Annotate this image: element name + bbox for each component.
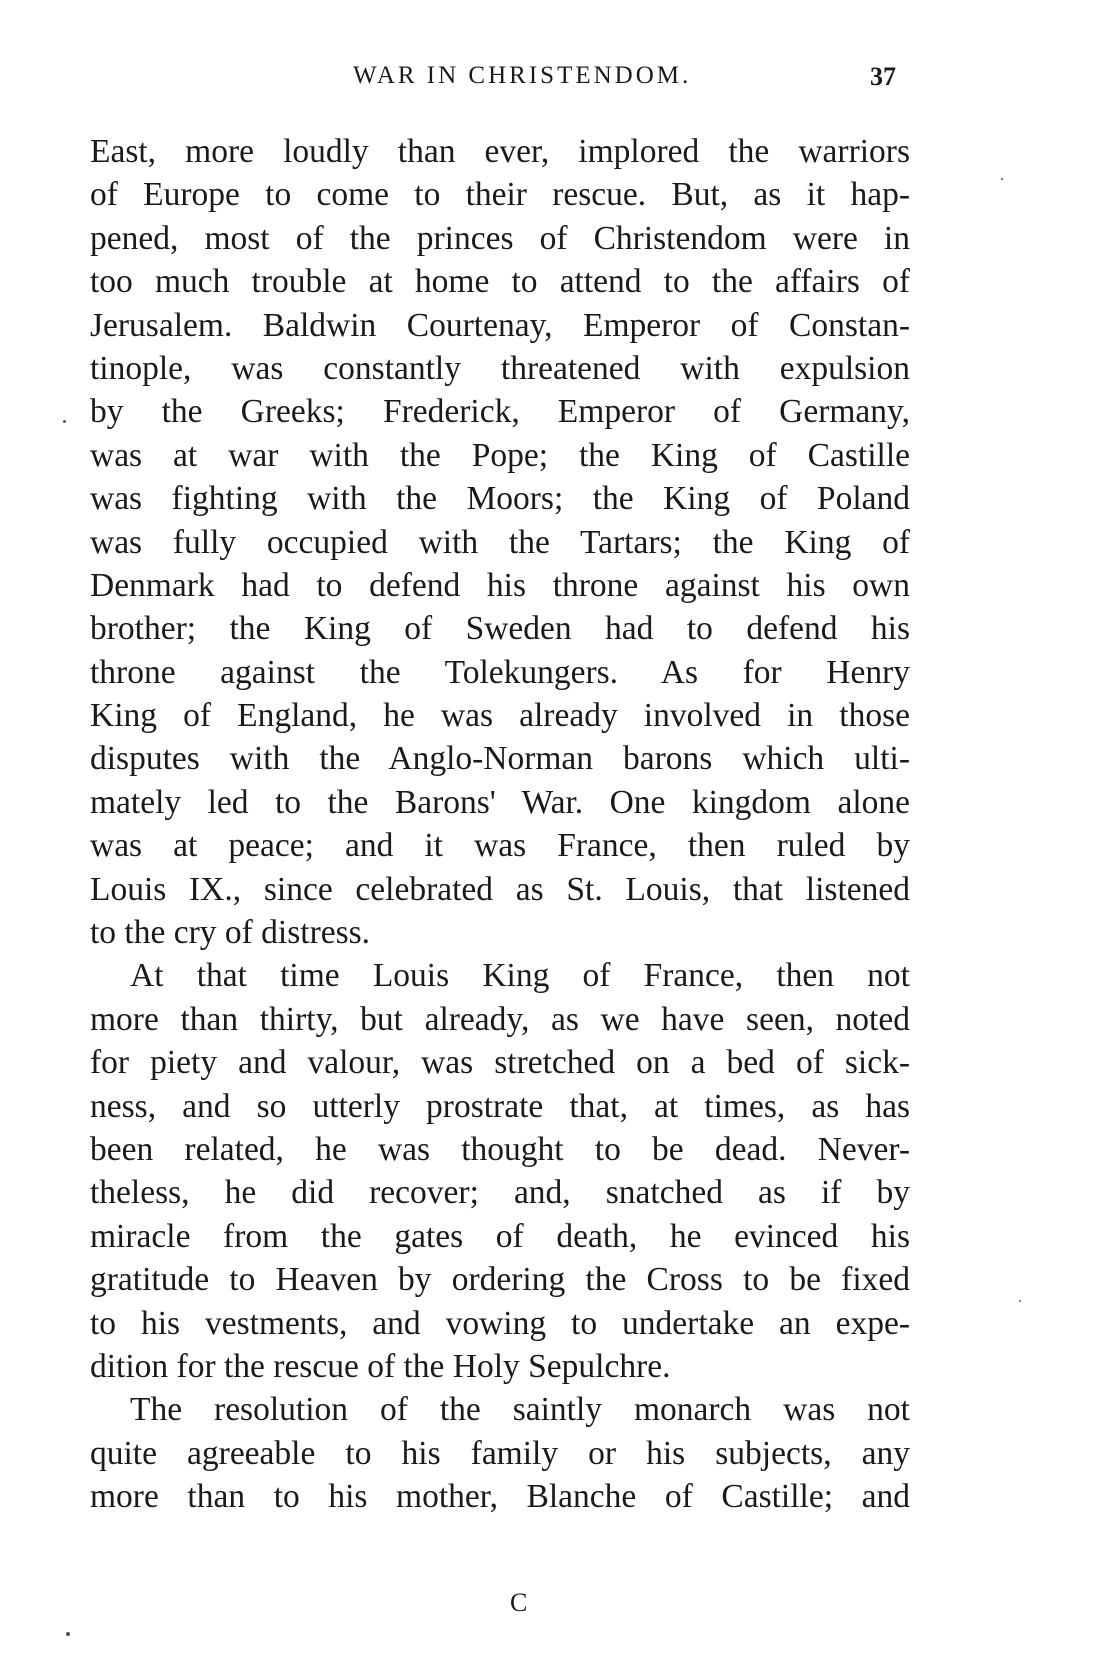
- paragraph-1: [90, 130, 910, 954]
- text-line: was at war with the Pope; the King of Castille: [90, 436, 910, 474]
- text-line: disputes with the Anglo-Norman barons which ulti-: [90, 740, 910, 778]
- running-title: WAR IN CHRISTENDOM.: [353, 62, 692, 89]
- paragraph-3: [90, 1388, 910, 1518]
- print-speck: [63, 420, 66, 423]
- text-line: was fully occupied with the Tartars; the King of: [90, 523, 910, 561]
- text-line: was fighting with the Moors; the King of Poland: [90, 480, 910, 518]
- text-line: been related, he was thought to be dead. Never-: [90, 1130, 910, 1168]
- text-line: for piety and valour, was stretched on a bed of sick-: [90, 1044, 910, 1082]
- text-line: ness, and so utterly prostrate that, at times, as has: [90, 1087, 910, 1125]
- text-line: King of England, he was already involved in those: [90, 697, 910, 735]
- text-line: tinople, was constantly threatened with expulsion: [90, 349, 910, 387]
- text-line: to his vestments, and vowing to undertake an expe-: [90, 1304, 910, 1342]
- text-line: Jerusalem. Baldwin Courtenay, Emperor of Constan-: [90, 306, 910, 344]
- running-head: [0, 62, 1102, 102]
- print-speck: [66, 1632, 70, 1636]
- text-line: Louis IX., since celebrated as St. Louis, that listened: [90, 870, 910, 908]
- print-speck: [1019, 1300, 1021, 1302]
- text-line: brother; the King of Sweden had to defend his: [90, 610, 910, 648]
- text-line: was at peace; and it was France, then ruled by: [90, 827, 910, 865]
- text-line: quite agreeable to his family or his subjects, any: [90, 1434, 910, 1472]
- text-line: miracle from the gates of death, he evinced his: [90, 1217, 910, 1255]
- text-line: by the Greeks; Frederick, Emperor of Germany,: [90, 393, 910, 431]
- text-line: too much trouble at home to attend to the affairs of: [90, 263, 910, 301]
- paragraph-2: [90, 954, 910, 1388]
- text-line: more than thirty, but already, as we have seen, noted: [90, 1000, 910, 1038]
- text-line: theless, he did recover; and, snatched as if by: [90, 1174, 910, 1212]
- text-line: East, more loudly than ever, implored the warriors: [90, 133, 910, 170]
- page-number: 37: [870, 62, 896, 91]
- text-line: The resolution of the saintly monarch was not: [130, 1391, 910, 1429]
- text-line: more than to his mother, Blanche of Castille; and: [90, 1478, 910, 1516]
- body-text: [90, 130, 910, 1519]
- text-line: of Europe to come to their rescue. But, as it hap-: [90, 176, 910, 214]
- signature-mark: C: [510, 1588, 528, 1617]
- text-line: pened, most of the princes of Christendom were in: [90, 219, 910, 257]
- text-line: mately led to the Barons' War. One kingdom alone: [90, 783, 910, 821]
- print-speck: [1001, 178, 1003, 180]
- text-line: Denmark had to defend his throne against his own: [90, 566, 910, 604]
- text-line: dition for the rescue of the Holy Sepulchre.: [90, 1347, 671, 1385]
- text-line: At that time Louis King of France, then not: [130, 957, 910, 995]
- text-line: to the cry of distress.: [90, 914, 371, 952]
- text-line: throne against the Tolekungers. As for Henry: [90, 653, 910, 691]
- text-line: gratitude to Heaven by ordering the Cross to be fixed: [90, 1261, 910, 1299]
